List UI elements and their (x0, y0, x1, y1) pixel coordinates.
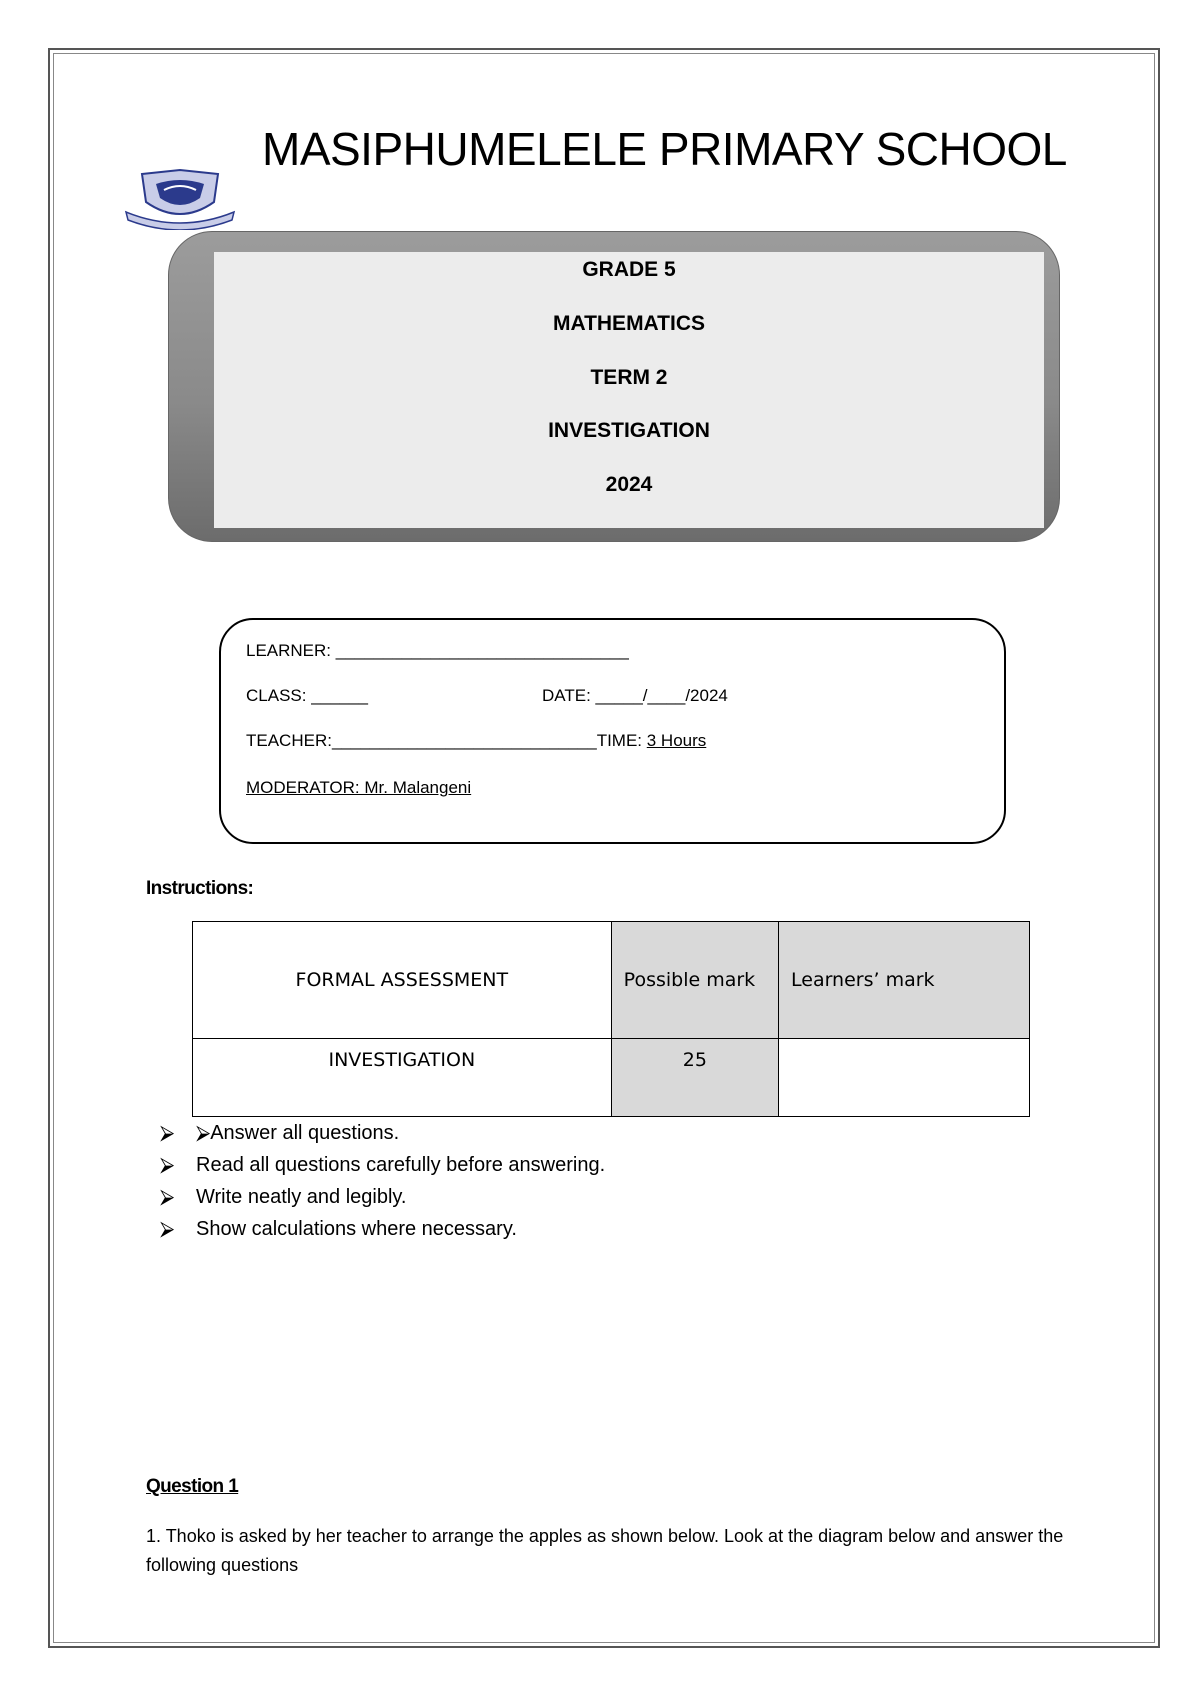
year-label: 2024 (605, 473, 653, 496)
instructions-heading: Instructions: (146, 878, 254, 899)
instruction-text: ⮚Answer all questions. (196, 1122, 400, 1144)
instruction-item (160, 1218, 517, 1241)
time-label: TIME: (596, 731, 647, 750)
task-label: INVESTIGATION (548, 419, 710, 442)
teacher-label: TEACHER:____________________________ (246, 731, 597, 750)
instruction-item (160, 1154, 605, 1177)
term-label: TERM 2 (590, 366, 668, 389)
header-learners-mark: Learners’ mark (779, 922, 1030, 1039)
date-field[interactable]: DATE: _____/____/2024 (542, 686, 728, 705)
instruction-item (160, 1186, 406, 1209)
header-possible-mark: Possible mark (611, 922, 778, 1039)
arrow-bullet-icon: ⮚ (160, 1122, 175, 1144)
time-value: 3 Hours (646, 731, 707, 750)
instruction-text: Write neatly and legibly. (196, 1186, 407, 1208)
class-field[interactable]: CLASS: ______ (246, 686, 368, 705)
arrow-bullet-icon: ⮚ (160, 1154, 175, 1176)
teacher-field[interactable] (246, 731, 706, 751)
header-formal-assessment: FORMAL ASSESSMENT (193, 922, 612, 1039)
question-1-heading: Question 1 (146, 1476, 239, 1497)
subject-label: MATHEMATICS (552, 312, 706, 335)
cell-possible-mark: 25 (611, 1039, 778, 1117)
grade-label: GRADE 5 (582, 258, 676, 281)
arrow-bullet-icon: ⮚ (160, 1218, 175, 1240)
instruction-text: Read all questions carefully before answering. (196, 1154, 606, 1176)
moderator-label: MODERATOR: Mr. Malangeni (246, 778, 472, 797)
learner-field[interactable]: LEARNER: _______________________________ (246, 641, 629, 660)
table-row (193, 1039, 1030, 1117)
school-crest-icon (122, 168, 238, 230)
instruction-text: Show calculations where necessary. (196, 1218, 517, 1240)
arrow-bullet-icon: ⮚ (160, 1186, 175, 1208)
school-name: MASIPHUMELELE PRIMARY SCHOOL (262, 123, 1067, 175)
instruction-item (160, 1122, 399, 1145)
question-1-text: 1. Thoko is asked by her teacher to arrange the apples as shown below. Look at the diagram below and answer the following questions (146, 1526, 1064, 1575)
table-header-row (193, 922, 1030, 1039)
assessment-table (192, 921, 1030, 1117)
cell-learner-mark[interactable] (779, 1039, 1030, 1117)
cell-task: INVESTIGATION (193, 1039, 612, 1117)
